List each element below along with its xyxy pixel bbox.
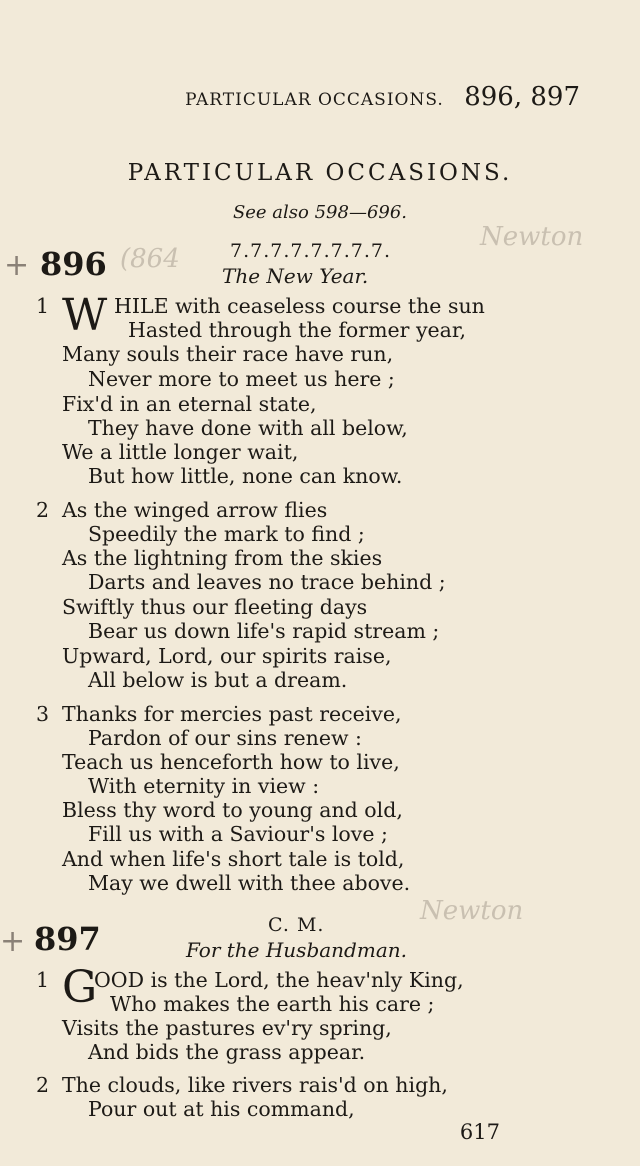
pencil-annotation-left: (864: [120, 244, 180, 274]
verse-line: Who makes the earth his care ;: [110, 992, 435, 1016]
hymn-896-title: The New Year.: [222, 264, 369, 288]
verse-line: OOD is the Lord, the heav'nly King,: [94, 968, 464, 992]
page-number: 617: [459, 1120, 500, 1144]
verse-line: With eternity in view :: [88, 774, 320, 798]
verse-line: As the lightning from the skies: [62, 546, 383, 570]
verse-line: Fill us with a Saviour's love ;: [88, 822, 388, 846]
verse-line: Fix'd in an eternal state,: [62, 392, 317, 416]
pencil-mark-icon: +: [4, 248, 30, 283]
verse-line: HILE with ceaseless course the sun: [114, 294, 485, 318]
verse-line: Thanks for mercies past receive,: [62, 702, 402, 726]
verse-line: Many souls their race have run,: [62, 342, 394, 366]
verse-line: Teach us henceforth how to live,: [62, 750, 400, 774]
verse-line: As the winged arrow flies: [62, 498, 328, 522]
verse-number: 1: [36, 968, 50, 992]
verse-line: Speedily the mark to find ;: [88, 522, 365, 546]
verse-line: But how little, none can know.: [88, 464, 403, 488]
pencil-annotation-right: Newton: [480, 222, 584, 252]
verse-line: And bids the grass appear.: [88, 1040, 366, 1064]
pencil-annotation-897: Newton: [420, 896, 524, 926]
verse-line: Pour out at his command,: [88, 1097, 355, 1121]
verse-line: Bear us down life's rapid stream ;: [88, 619, 440, 643]
verse-line: Swiftly thus our fleeting days: [62, 595, 368, 619]
verse-line: We a little longer wait,: [62, 440, 299, 464]
verse-number: 2: [36, 1073, 50, 1097]
verse-line: May we dwell with thee above.: [88, 871, 411, 895]
section-title: PARTICULAR OCCASIONS.: [127, 160, 513, 186]
running-head-numbers: 896, 897: [464, 82, 580, 112]
hymn-896-meter: 7.7.7.7.7.7.7.7.: [230, 240, 392, 262]
running-head: [185, 82, 580, 112]
verse-line: Pardon of our sins renew :: [88, 726, 362, 750]
verse-line: And when life's short tale is told,: [62, 847, 405, 871]
verse-number: 1: [36, 294, 50, 318]
running-head-title: PARTICULAR OCCASIONS.: [185, 90, 444, 110]
see-also-reference: See also 598—696.: [232, 202, 408, 223]
verse-line: Upward, Lord, our spirits raise,: [62, 644, 392, 668]
verse-line: Never more to meet us here ;: [88, 367, 395, 391]
verse-number: 3: [36, 702, 50, 726]
verse-line: The clouds, like rivers rais'd on high,: [62, 1073, 448, 1097]
pencil-mark-icon: +: [0, 924, 26, 959]
drop-cap: G: [62, 962, 98, 1013]
hymn-897-number: 897: [34, 920, 101, 958]
verse-line: Visits the pastures ev'ry spring,: [62, 1016, 392, 1040]
verse-line: All below is but a dream.: [88, 668, 348, 692]
verse-line: Hasted through the former year,: [128, 318, 466, 342]
verse-number: 2: [36, 498, 50, 522]
verse-line: They have done with all below,: [88, 416, 408, 440]
drop-cap: W: [62, 290, 108, 341]
verse-line: Bless thy word to young and old,: [62, 798, 403, 822]
hymn-897-meter: C. M.: [268, 914, 325, 936]
verse-line: Darts and leaves no trace behind ;: [88, 570, 446, 594]
hymn-896-number: 896: [40, 245, 107, 283]
hymn-897-title: For the Husbandman.: [186, 938, 407, 962]
